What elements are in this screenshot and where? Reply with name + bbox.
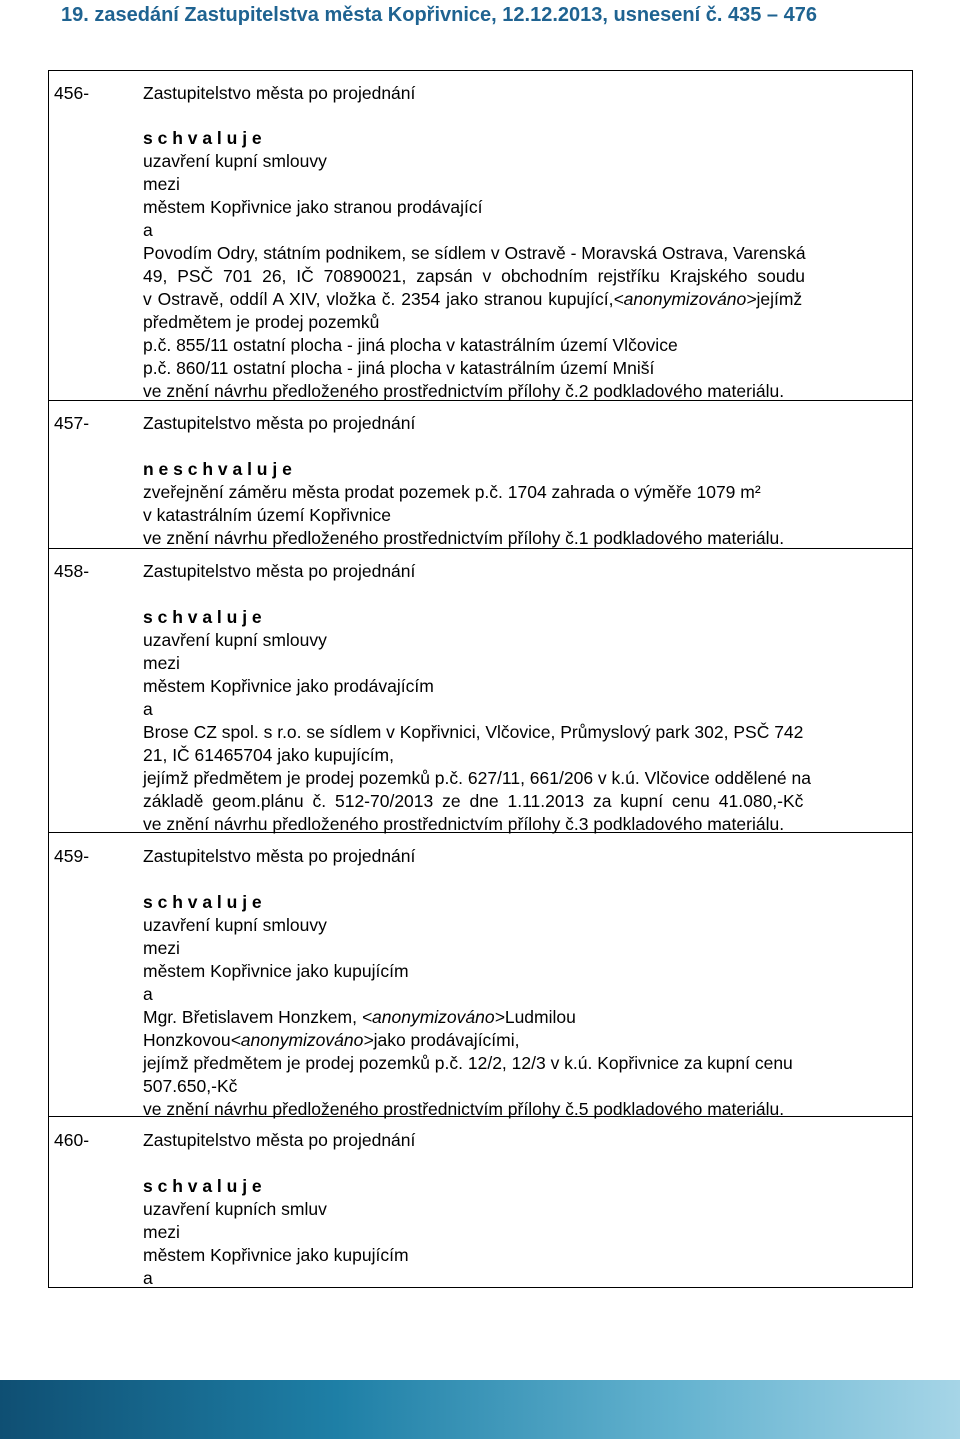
resolution-text: uzavření kupní smlouvy (143, 630, 327, 650)
resolution-text: v katastrálním území Kopřivnice (143, 505, 392, 525)
anonymized-mark: <anonymizováno> (230, 1030, 374, 1050)
resolution-text: Honzkovou<anonymizováno>jako prodávajícími, (143, 1030, 520, 1050)
resolution-text: základě geom.plánu č. 512-70/2013 ze dne 1.11.2013 za kupní cenu 41.080,-Kč (143, 791, 804, 811)
resolution-text: jejímž předmětem je prodej pozemků p.č. 12/2, 12/3 v k.ú. Kopřivnice za kupní cenu (143, 1053, 793, 1073)
resolution-text: městem Kopřivnice jako kupujícím (143, 1245, 409, 1265)
resolution-number: 458- (54, 561, 90, 581)
resolution-text: mezi (143, 1222, 180, 1242)
resolution-text: městem Kopřivnice jako stranou prodávající (143, 197, 483, 217)
resolution-intro: Zastupitelstvo města po projednání (143, 561, 416, 581)
resolution-text: ve znění návrhu předloženého prostřednictvím přílohy č.2 podkladového materiálu. (143, 381, 785, 401)
resolution-intro: Zastupitelstvo města po projednání (143, 846, 416, 866)
resolution-decision: s c h v a l u j e (143, 1176, 262, 1196)
resolution-text: předmětem je prodej pozemků (143, 312, 380, 332)
resolution-decision: n e s c h v a l u j e (143, 459, 292, 479)
resolution-intro: Zastupitelstvo města po projednání (143, 83, 416, 103)
resolution-text: ve znění návrhu předloženého prostřednictvím přílohy č.3 podkladového materiálu. (143, 814, 785, 834)
page-title: 19. zasedání Zastupitelstva města Kopřivnice, 12.12.2013, usnesení č. 435 – 476 (61, 4, 817, 26)
resolution-460 (49, 1116, 912, 1289)
footer-decorative-bar (0, 1380, 960, 1439)
resolution-text: Mgr. Břetislavem Honzkem, <anonymizováno>Ludmilou (143, 1007, 576, 1027)
resolution-456 (49, 71, 912, 400)
resolution-text: p.č. 860/11 ostatní plocha - jiná plocha v katastrálním území Mniší (143, 358, 655, 378)
resolution-text: zveřejnění záměru města prodat pozemek p.č. 1704 zahrada o výměře 1079 m² (143, 482, 761, 502)
resolution-number: 460- (54, 1130, 90, 1150)
resolution-text: ve znění návrhu předloženého prostřednictvím přílohy č.1 podkladového materiálu. (143, 528, 785, 548)
resolution-text: mezi (143, 174, 180, 194)
resolution-459 (49, 832, 912, 1117)
resolutions-table (48, 70, 913, 1288)
resolution-text: a (143, 699, 153, 719)
resolution-text: Povodím Odry, státním podnikem, se sídlem v Ostravě - Moravská Ostrava, Varenská (143, 243, 806, 263)
resolution-text: ve znění návrhu předloženého prostřednictvím přílohy č.5 podkladového materiálu. (143, 1099, 785, 1119)
resolution-text: jejímž předmětem je prodej pozemků p.č. 627/11, 661/206 v k.ú. Vlčovice oddělené na (143, 768, 811, 788)
resolution-text: mezi (143, 938, 180, 958)
resolution-text: uzavření kupní smlouvy (143, 151, 327, 171)
resolution-text: mezi (143, 653, 180, 673)
resolution-text: Brose CZ spol. s r.o. se sídlem v Kopřivnici, Vlčovice, Průmyslový park 302, PSČ 742 (143, 722, 804, 742)
resolution-intro: Zastupitelstvo města po projednání (143, 413, 416, 433)
resolution-decision: s c h v a l u j e (143, 128, 262, 148)
resolution-text: uzavření kupních smluv (143, 1199, 327, 1219)
resolution-text: 507.650,-Kč (143, 1076, 238, 1096)
resolution-458 (49, 548, 912, 833)
anonymized-mark: <anonymizováno> (361, 1007, 505, 1027)
resolution-text: a (143, 984, 153, 1004)
anonymized-mark: <anonymizováno> (613, 289, 757, 309)
resolution-text: v Ostravě, oddíl A XIV, vložka č. 2354 jako stranou kupující,<anonymizováno>jejímž (143, 289, 803, 309)
resolution-decision: s c h v a l u j e (143, 607, 262, 627)
resolution-457 (49, 400, 912, 549)
resolution-intro: Zastupitelstvo města po projednání (143, 1130, 416, 1150)
resolution-number: 459- (54, 846, 90, 866)
resolution-number: 456- (54, 83, 90, 103)
resolution-text: 21, IČ 61465704 jako kupujícím, (143, 745, 394, 765)
resolution-text: městem Kopřivnice jako kupujícím (143, 961, 409, 981)
resolution-text: a (143, 1268, 153, 1288)
resolution-text: 49, PSČ 701 26, IČ 70890021, zapsán v obchodním rejstříku Krajského soudu (143, 266, 806, 286)
resolution-decision: s c h v a l u j e (143, 892, 262, 912)
resolution-number: 457- (54, 413, 90, 433)
resolution-text: a (143, 220, 153, 240)
resolution-text: uzavření kupní smlouvy (143, 915, 327, 935)
resolution-text: městem Kopřivnice jako prodávajícím (143, 676, 434, 696)
resolution-text: p.č. 855/11 ostatní plocha - jiná plocha v katastrálním území Vlčovice (143, 335, 678, 355)
